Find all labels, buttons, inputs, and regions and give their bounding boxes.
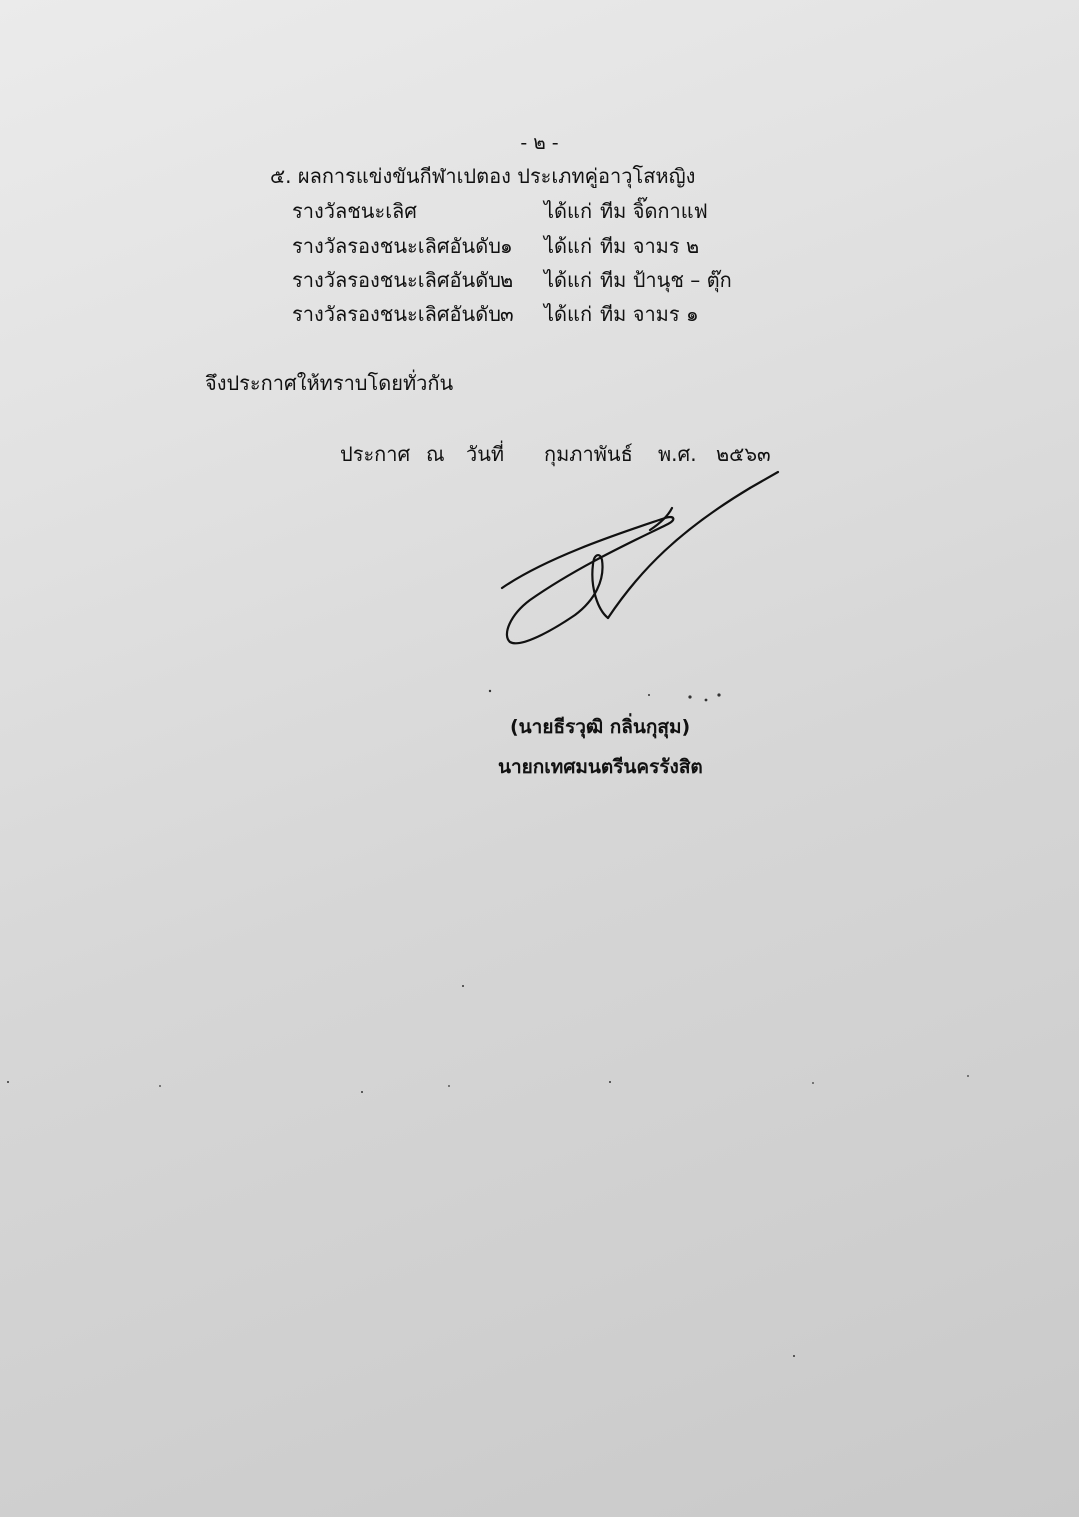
announcement-at: ณ bbox=[426, 442, 445, 466]
section-heading: ๕. ผลการแข่งขันกีฬาเปตอง ประเภทคู่อาวุโสหญิง bbox=[270, 164, 696, 188]
award-prefix: ได้แก่ bbox=[544, 199, 593, 223]
closing-statement: จึงประกาศให้ทราบโดยทั่วกัน bbox=[205, 371, 454, 395]
award-name: รางวัลรองชนะเลิศอันดับ bbox=[292, 268, 501, 292]
award-prefix: ได้แก่ bbox=[544, 234, 593, 258]
signatory-title: นายกเทศมนตรีนครรังสิต bbox=[498, 756, 703, 778]
announcement-label: ประกาศ bbox=[340, 442, 411, 466]
award-name: รางวัลรองชนะเลิศอันดับ bbox=[292, 302, 501, 326]
award-team: ทีม ป้านุช – ตุ๊ก bbox=[600, 268, 732, 292]
award-prefix: ได้แก่ bbox=[544, 268, 593, 292]
award-prefix: ได้แก่ bbox=[544, 302, 593, 326]
announcement-month: กุมภาพันธ์ bbox=[544, 442, 633, 466]
signatory-name: (นายธีรวุฒิ กลิ่นกุสุม) bbox=[510, 716, 691, 738]
award-name: รางวัลชนะเลิศ bbox=[292, 199, 417, 223]
award-rank: ๓ bbox=[500, 302, 514, 326]
award-team: ทีม จามร ๑ bbox=[600, 302, 699, 326]
award-rank: ๒ bbox=[500, 268, 514, 292]
award-rank: ๑ bbox=[500, 234, 513, 258]
award-name: รางวัลรองชนะเลิศอันดับ bbox=[292, 234, 501, 258]
handwritten-signature bbox=[490, 460, 790, 660]
announcement-date-label: วันที่ bbox=[466, 442, 505, 466]
announcement-era: พ.ศ. bbox=[658, 442, 697, 466]
award-team: ทีม จามร ๒ bbox=[600, 234, 700, 258]
announcement-year: ๒๕๖๓ bbox=[716, 442, 771, 466]
award-team: ทีม จิ๊ดกาแฟ bbox=[600, 199, 708, 223]
page-number: - ๒ - bbox=[520, 132, 559, 154]
